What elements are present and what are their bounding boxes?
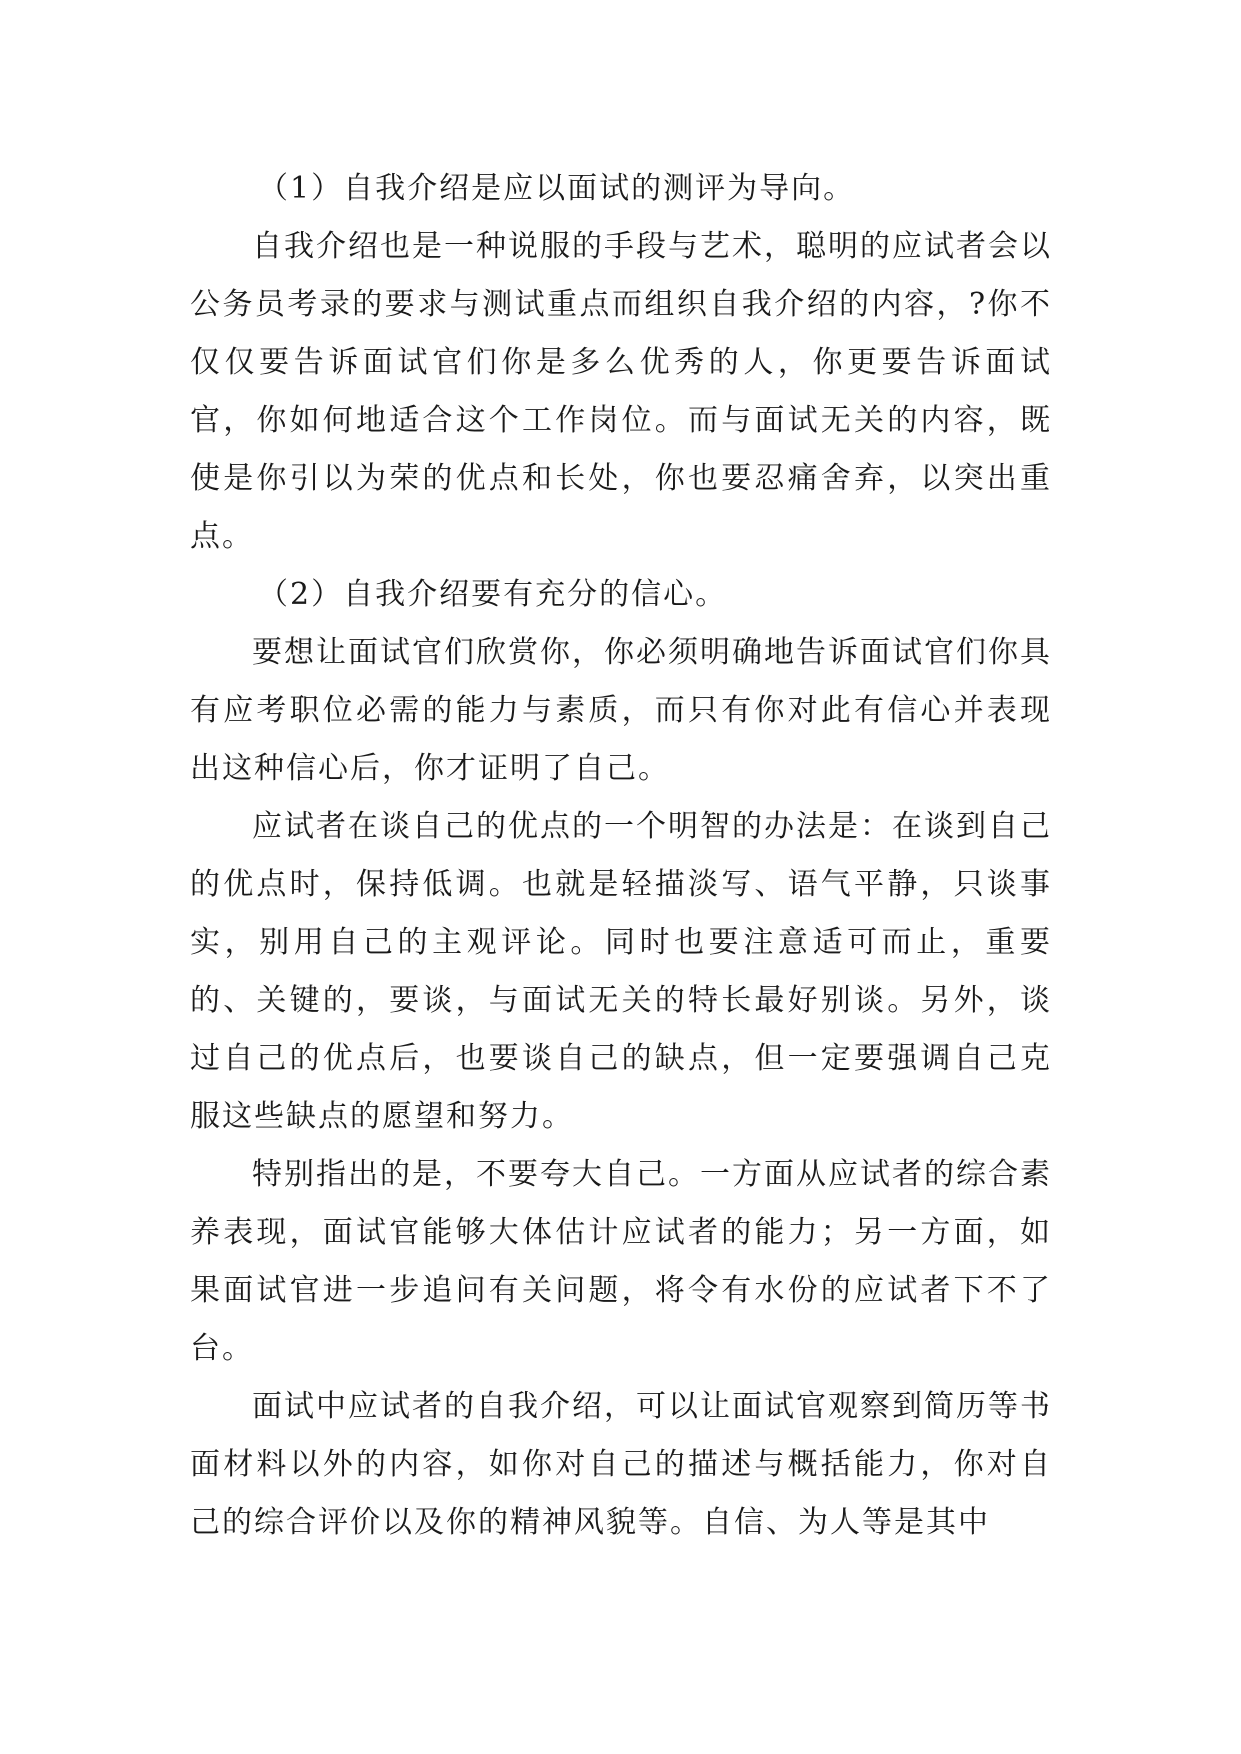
paragraph: 特别指出的是，不要夸大自己。一方面从应试者的综合素养表现，面试官能够大体估计应试者的能力；另一方面，如果面试官进一步追问有关问题，将令有水份的应试者下不了台。 [190, 1157, 1052, 1366]
paragraph: 自我介绍也是一种说服的手段与艺术，聪明的应试者会以公务员考录的要求与测试重点而组织自我介绍的内容，?你不仅仅要告诉面试官们你是多么优秀的人，你更要告诉面试官，你如何地适合这个工作岗位。而与面试无关的内容，既使是你引以为荣的优点和长处，你也要忍痛舍弃，以突出重点。 [190, 229, 1052, 554]
section-heading-1: （1）自我介绍是应以面试的测评为导向。 [258, 171, 856, 206]
document-page [190, 160, 1052, 1552]
section-heading-2: （2）自我介绍要有充分的信心。 [258, 577, 728, 612]
paragraph: 要想让面试官们欣赏你，你必须明确地告诉面试官们你具有应考职位必需的能力与素质，而只有你对此有信心并表现出这种信心后，你才证明了自己。 [190, 635, 1052, 786]
paragraph: 应试者在谈自己的优点的一个明智的办法是：在谈到自己的优点时，保持低调。也就是轻描淡写、语气平静，只谈事实，别用自己的主观评论。同时也要注意适可而止，重要的、关键的，要谈，与面试无关的特长最好别谈。另外，谈过自己的优点后，也要谈自己的缺点，但一定要强调自己克服这些缺点的愿望和努力。 [190, 809, 1052, 1134]
paragraph: 面试中应试者的自我介绍，可以让面试官观察到简历等书面材料以外的内容，如你对自己的描述与概括能力，你对自己的综合评价以及你的精神风貌等。自信、为人等是其中 [190, 1389, 1052, 1540]
